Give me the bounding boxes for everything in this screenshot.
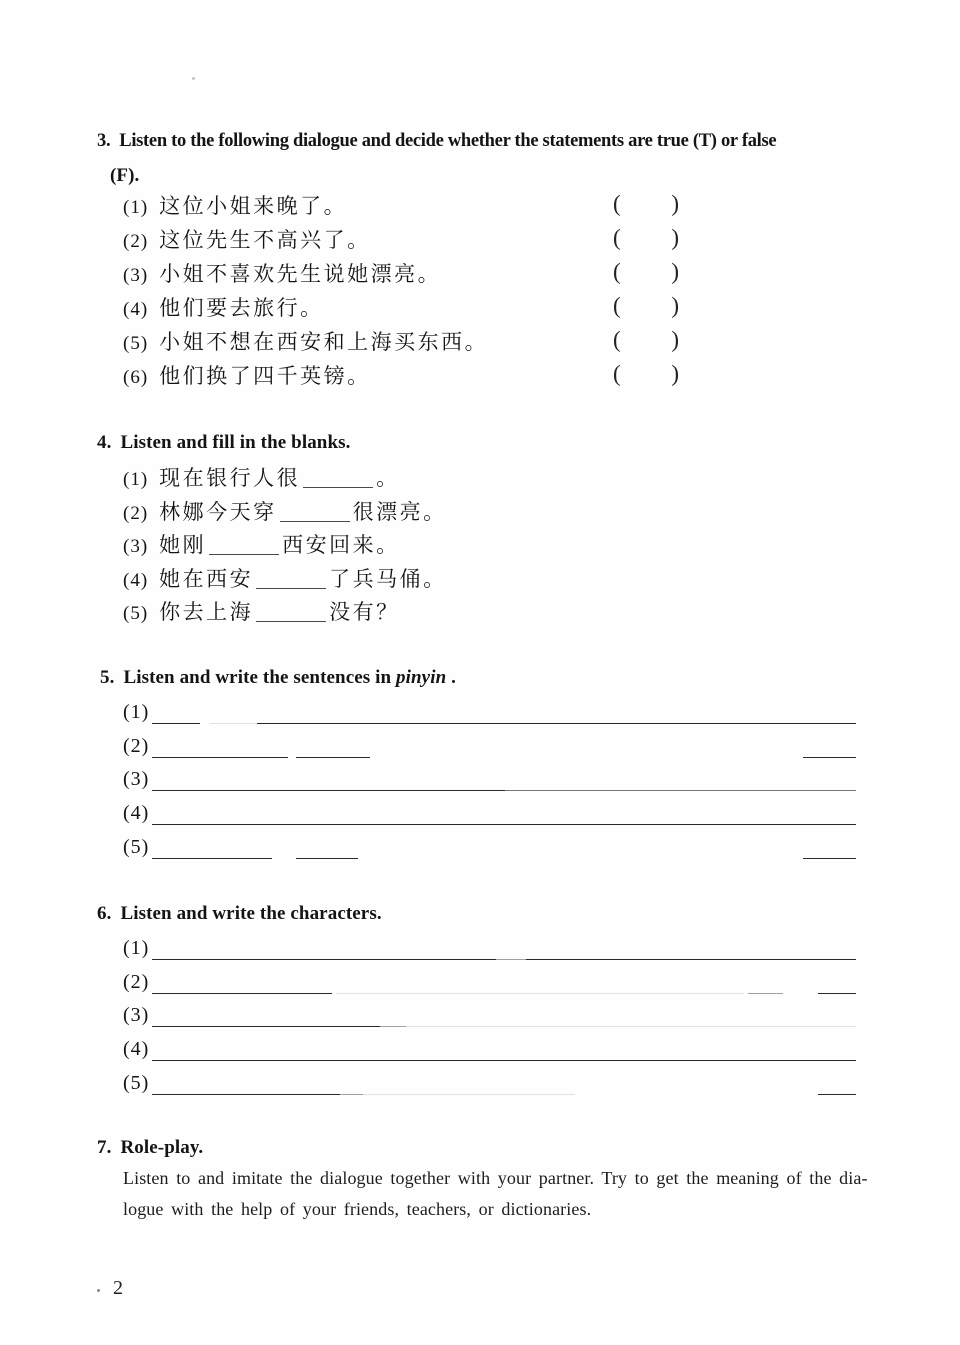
pinyin-italic: pinyin — [396, 667, 447, 688]
answer-line-segment — [152, 1060, 856, 1061]
exercise3-item: (4) 他们要去旅行。 — [123, 296, 324, 320]
section3-title-line2: (F). — [110, 165, 140, 186]
answer-line-segment — [257, 723, 856, 724]
row-number: (5) — [123, 1072, 150, 1094]
answer-line-segment — [818, 993, 856, 994]
section5-title: 5. Listen and write the sentences in pinyin . — [100, 667, 456, 688]
fill-blank — [256, 607, 326, 622]
exercise4-item: (3) 她刚 西安回来。 — [123, 533, 400, 557]
answer-line-segment — [526, 959, 856, 960]
row-number: (1) — [123, 701, 150, 723]
answer-line-segment — [505, 790, 856, 791]
roleplay-paragraph-line1: Listen to and imitate the dialogue together with your partner. Try to get the meaning of the dia- — [123, 1168, 868, 1188]
row-number: (4) — [123, 802, 150, 824]
section3-number: 3. — [97, 131, 111, 151]
section6-title: 6. Listen and write the characters. — [97, 903, 382, 924]
fill-blank — [209, 540, 279, 555]
answer-line-segment — [152, 723, 200, 724]
fill-blank — [303, 473, 373, 488]
section7-title: 7. Role-play. — [97, 1137, 204, 1158]
answer-line-segment — [496, 959, 526, 960]
answer-line-segment — [803, 757, 856, 758]
answer-line-segment — [336, 993, 744, 994]
exercise4-item: (4) 她在西安 了兵马俑。 — [123, 567, 447, 591]
row-number: (2) — [123, 735, 150, 757]
answer-parentheses: ( ) — [613, 191, 679, 216]
fill-blank — [256, 574, 326, 589]
answer-line-segment — [152, 757, 288, 758]
scan-artifact-dot — [192, 77, 195, 80]
answer-line-segment — [363, 1094, 575, 1095]
exercise4-item: (1) 现在银行人很 。 — [123, 466, 400, 490]
exercise3-item: (2) 这位先生不高兴了。 — [123, 228, 371, 252]
exercise3-item: (3) 小姐不喜欢先生说她漂亮。 — [123, 262, 442, 286]
answer-line-segment — [152, 1094, 340, 1095]
section4-title: 4. Listen and fill in the blanks. — [97, 432, 351, 453]
answer-parentheses: ( ) — [613, 361, 679, 386]
section5-number: 5. — [100, 667, 115, 688]
answer-line-segment — [296, 757, 370, 758]
roleplay-paragraph-line2: logue with the help of your friends, teachers, or dictionaries. — [123, 1199, 592, 1219]
exercise3-item: (6) 他们换了四千英镑。 — [123, 364, 371, 388]
answer-line-segment — [152, 790, 505, 791]
answer-parentheses: ( ) — [613, 225, 679, 250]
row-number: (5) — [123, 836, 150, 858]
answer-line-segment — [152, 993, 332, 994]
answer-line-segment — [406, 1026, 856, 1027]
page-number: 2 — [113, 1277, 123, 1299]
section3-title-line1: 3. Listen to the following dialogue and decide whether the statements are true (T) or false — [97, 131, 777, 151]
answer-parentheses: ( ) — [613, 293, 679, 318]
fill-blank — [280, 507, 350, 522]
answer-line-segment — [380, 1026, 406, 1027]
answer-line-segment — [818, 1094, 856, 1095]
exercise4-item: (5) 你去上海 没有？ — [123, 600, 400, 624]
answer-line-segment — [152, 1026, 380, 1027]
exercise3-item: (5) 小姐不想在西安和上海买东西。 — [123, 330, 489, 354]
answer-line-segment — [210, 723, 257, 724]
answer-line-segment — [152, 858, 272, 859]
answer-line-segment — [152, 824, 856, 825]
answer-line-segment — [748, 993, 783, 994]
section4-number: 4. — [97, 432, 112, 453]
footer-mark-dot — [97, 1289, 100, 1292]
row-number: (2) — [123, 971, 150, 993]
row-number: (4) — [123, 1038, 150, 1060]
answer-parentheses: ( ) — [613, 327, 679, 352]
answer-line-segment — [340, 1094, 363, 1095]
row-number: (3) — [123, 1004, 150, 1026]
row-number: (3) — [123, 768, 150, 790]
exercise3-item: (1) 这位小姐来晚了。 — [123, 194, 348, 218]
answer-line-segment — [152, 959, 496, 960]
answer-parentheses: ( ) — [613, 259, 679, 284]
row-number: (1) — [123, 937, 150, 959]
answer-line-segment — [296, 858, 358, 859]
answer-line-segment — [803, 858, 856, 859]
section6-number: 6. — [97, 903, 112, 924]
exercise4-item: (2) 林娜今天穿 很漂亮。 — [123, 500, 447, 524]
section7-number: 7. — [97, 1137, 112, 1158]
